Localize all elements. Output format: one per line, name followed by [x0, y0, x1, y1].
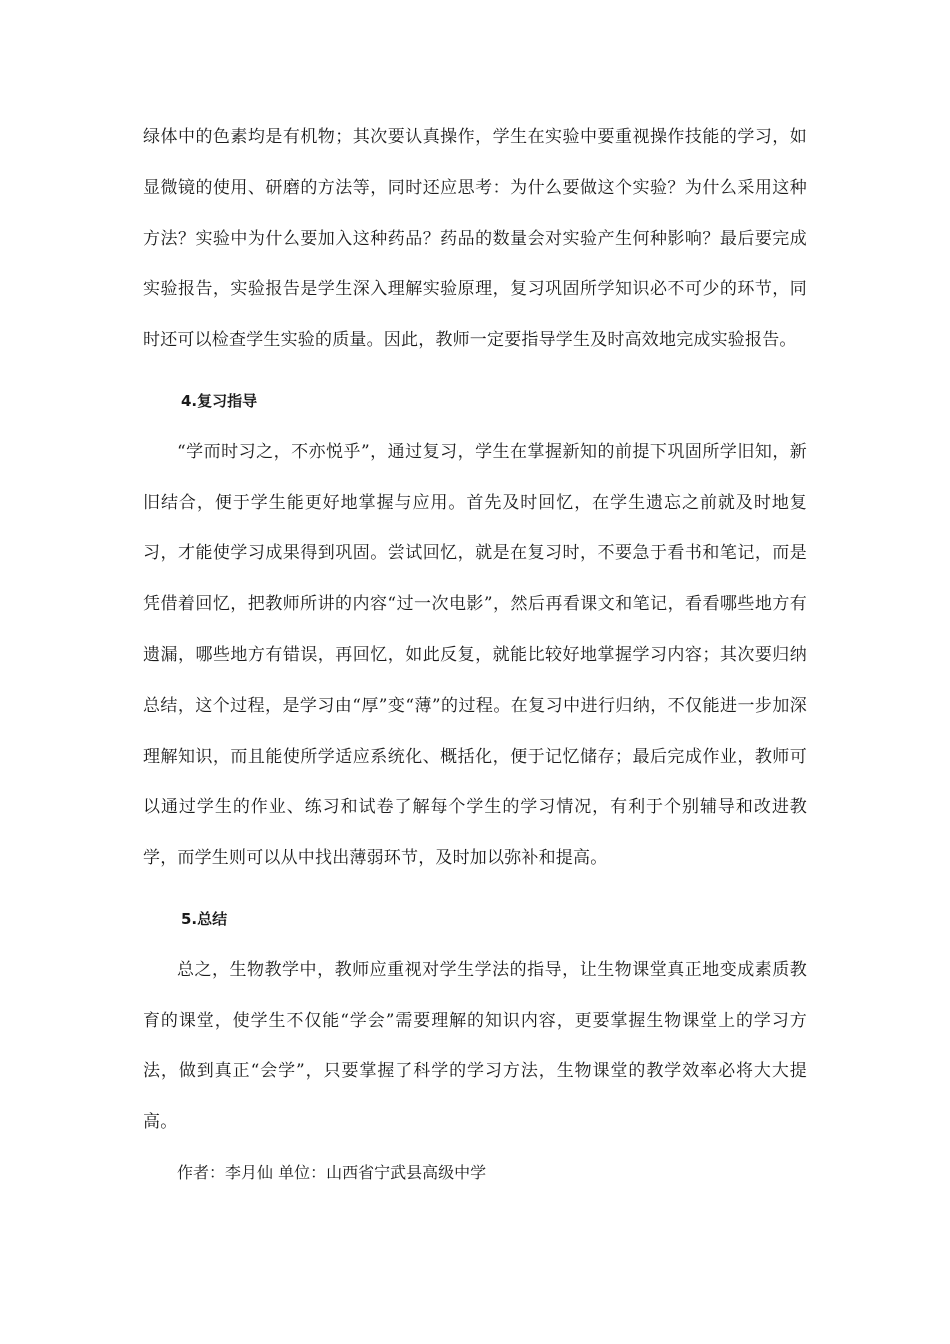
paragraph-experiment-report: 绿体中的色素均是有机物；其次要认真操作，学生在实验中要重视操作技能的学习，如显微镜的使用、研磨的方法等，同时还应思考：为什么要做这个实验？为什么采用这种方法？实验中为什么要加入这种药品？药品的数量会对实验产生何种影响？最后要完成实验报告，实验报告是学生深入理解实验原理，复习巩固所学知识必不可少的环节，同时还可以检查学生实验的质量。因此，教师一定要指导学生及时高效地完成实验报告。	[143, 127, 807, 351]
section-heading-review: 4.复习指导	[181, 391, 258, 410]
document-page	[143, 112, 807, 1199]
paragraph-summary: 总之，生物教学中，教师应重视对学生学法的指导，让生物课堂真正地变成素质教育的课堂，使学生不仅能“学会”需要理解的知识内容，更要掌握生物课堂上的学习方法，做到真正“会学”，只要掌握了科学的学习方法，生物课堂的教学效率必将大大提高。	[143, 959, 807, 1133]
author-line: 作者：李月仙 单位：山西省宁武县高级中学	[177, 1162, 487, 1182]
section-heading-summary: 5.总结	[181, 909, 228, 928]
paragraph-review-guidance: “学而时习之，不亦悦乎”，通过复习，学生在掌握新知的前提下巩固所学旧知，新旧结合，便于学生能更好地掌握与应用。首先及时回忆，在学生遗忘之前就及时地复习，才能使学习成果得到巩固。尝试回忆，就是在复习时，不要急于看书和笔记，而是凭借着回忆，把教师所讲的内容“过一次电影”，然后再看课文和笔记，看看哪些地方有遗漏，哪些地方有错误，再回忆，如此反复，就能比较好地掌握学习内容；其次要归纳总结，这个过程，是学习由“厚”变“薄”的过程。在复习中进行归纳，不仅能进一步加深理解知识，而且能使所学适应系统化、概括化，便于记忆储存；最后完成作业，教师可以通过学生的作业、练习和试卷了解每个学生的学习情况，有利于个别辅导和改进教学，而学生则可以从中找出薄弱环节，及时加以弥补和提高。	[143, 441, 807, 869]
